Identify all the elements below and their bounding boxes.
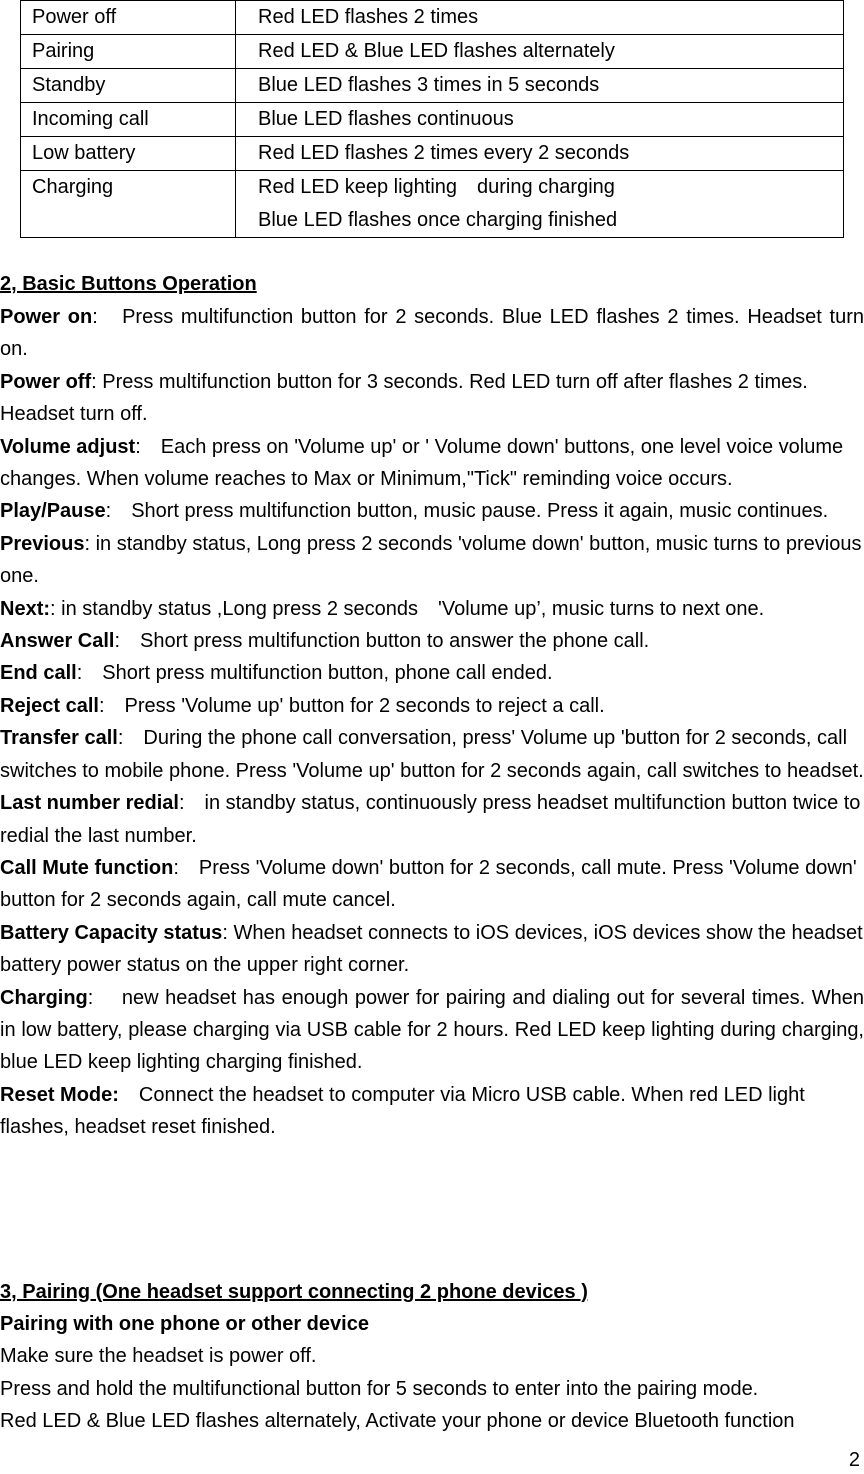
list-item: Reject call: Press 'Volume up' button for 2 seconds to reject a call. [0, 694, 605, 717]
state-cell: Charging [21, 171, 236, 238]
item-term: Volume adjust [0, 435, 136, 458]
section-heading-basic-buttons: 2, Basic Buttons Operation [0, 273, 257, 295]
item-term: Next: [0, 597, 51, 620]
item-text: Connect the headset to computer via Micro USB cable. When red LED light flashes, headset reset finished. [0, 1083, 805, 1139]
list-item: Charging: new headset has enough power for pairing and dialing out for several times. When in low battery, please charging via USB cable for 2 hours. Red LED keep lighting during charging, blue LED keep lighting charging finished. [0, 986, 864, 1074]
item-term: Call Mute function [0, 856, 174, 879]
table-row [21, 35, 844, 69]
table-row [21, 69, 844, 103]
state-cell: Incoming call [21, 103, 236, 137]
description-cell: Red LED flashes 2 times every 2 seconds [236, 137, 844, 171]
description-cell: Red LED keep lighting during charging Blue LED flashes once charging finished [236, 171, 844, 238]
table-row [21, 171, 844, 238]
item-term: Power on [0, 306, 93, 328]
item-text: in standby status, continuously press headset multifunction button twice to redial the last number. [0, 792, 861, 847]
item-term: Answer Call [0, 630, 115, 653]
description-cell: Red LED flashes 2 times [236, 1, 844, 35]
item-term: Previous [0, 532, 85, 555]
pairing-text [0, 1308, 864, 1438]
led-status-table [20, 0, 844, 238]
item-term: Reset Mode: [0, 1083, 119, 1106]
pairing-subheading: Pairing with one phone or other device [0, 1313, 369, 1335]
item-term: Play/Pause [0, 500, 106, 523]
item-term: Reject call [0, 694, 99, 717]
list-item: Play/Pause: Short press multifunction button, music pause. Press it again, music continues. [0, 500, 829, 523]
item-term: Power off [0, 370, 92, 393]
list-item: Previous: in standby status, Long press 2 seconds 'volume down' button, music turns to previous one. [0, 532, 862, 588]
item-text: Short press multifunction button, music pause. Press it again, music continues. [131, 500, 829, 523]
basic-buttons-list [0, 301, 864, 1144]
item-text: new headset has enough power for pairing and dialing out for several times. When in low battery, please charging via USB cable for 2 hours. Red LED keep lighting during charging, blue LED keep lighting charging finished. [0, 986, 864, 1074]
list-item: Battery Capacity status: When headset connects to iOS devices, iOS devices show the headset battery power status on the upper right corner. [0, 921, 863, 977]
item-text: Press multifunction button for 2 seconds. Blue LED flashes 2 times. Headset turn on. [0, 306, 864, 361]
state-cell: Power off [21, 1, 236, 35]
item-text: in standby status, Long press 2 seconds 'volume down' button, music turns to previous one. [0, 532, 862, 588]
item-term: Transfer call [0, 727, 118, 750]
list-item: Next:: in standby status ,Long press 2 seconds 'Volume up’, music turns to next one. [0, 597, 765, 620]
description-cell: Red LED & Blue LED flashes alternately [236, 35, 844, 69]
section-heading-pairing: 3, Pairing (One headset support connecting 2 phone devices ) [0, 1281, 588, 1303]
item-text: Press 'Volume down' button for 2 seconds, call mute. Press 'Volume down' button for 2 seconds again, call mute cancel. [0, 856, 857, 912]
item-text: Short press multifunction button to answer the phone call. [140, 630, 650, 653]
item-term: End call [0, 662, 77, 685]
description-cell: Blue LED flashes 3 times in 5 seconds [236, 69, 844, 103]
pairing-line: Red LED & Blue LED flashes alternately, Activate your phone or device Bluetooth function [0, 1410, 795, 1433]
table-row [21, 103, 844, 137]
table-row [21, 1, 844, 35]
item-text: During the phone call conversation, press' Volume up 'button for 2 seconds, call switches to mobile phone. Press 'Volume up' button for 2 seconds again, call switches to headset. [0, 727, 864, 782]
item-text: Press multifunction button for 3 seconds. Red LED turn off after flashes 2 times. Headset turn off. [0, 370, 808, 426]
item-term: Last number redial [0, 792, 179, 815]
page-number: 2 [848, 1449, 860, 1471]
state-cell: Low battery [21, 137, 236, 171]
list-item: Transfer call: During the phone call conversation, press' Volume up 'button for 2 seconds, call switches to mobile phone. Press 'Volume up' button for 2 seconds again, call switches to headset. [0, 727, 864, 782]
description-cell: Blue LED flashes continuous [236, 103, 844, 137]
item-term: Battery Capacity status [0, 921, 223, 944]
list-item: Power off: Press multifunction button for 3 seconds. Red LED turn off after flashes 2 times. Headset turn off. [0, 370, 808, 426]
state-cell: Pairing [21, 35, 236, 69]
list-item: Power on: Press multifunction button for 2 seconds. Blue LED flashes 2 times. Headset turn on. [0, 306, 864, 361]
list-item: Volume adjust: Each press on 'Volume up' or ' Volume down' buttons, one level voice volume changes. When volume reaches to Max or Minimum,"Tick" reminding voice occurs. [0, 435, 844, 491]
list-item: Call Mute function: Press 'Volume down' button for 2 seconds, call mute. Press 'Volume down' button for 2 seconds again, call mute cancel. [0, 856, 857, 912]
list-item: Last number redial: in standby status, continuously press headset multifunction button twice to redial the last number. [0, 792, 861, 847]
pairing-line: Make sure the headset is power off. [0, 1345, 317, 1368]
state-cell: Standby [21, 69, 236, 103]
item-term: Charging [0, 986, 88, 1009]
list-item: Answer Call: Short press multifunction button to answer the phone call. [0, 630, 650, 653]
item-text: in standby status ,Long press 2 seconds 'Volume up’, music turns to next one. [61, 597, 765, 620]
pairing-line: Press and hold the multifunctional button for 5 seconds to enter into the pairing mode. [0, 1377, 759, 1400]
table-row [21, 137, 844, 171]
list-item: End call: Short press multifunction button, phone call ended. [0, 662, 553, 685]
item-text: Short press multifunction button, phone call ended. [102, 662, 553, 685]
item-text: Each press on 'Volume up' or ' Volume down' buttons, one level voice volume changes. When volume reaches to Max or Minimum,"Tick" reminding voice occurs. [0, 435, 844, 491]
item-text: Press 'Volume up' button for 2 seconds to reject a call. [124, 694, 605, 717]
list-item [0, 1079, 864, 1144]
item-text: When headset connects to iOS devices, iOS devices show the headset battery power status on the upper right corner. [0, 921, 863, 977]
